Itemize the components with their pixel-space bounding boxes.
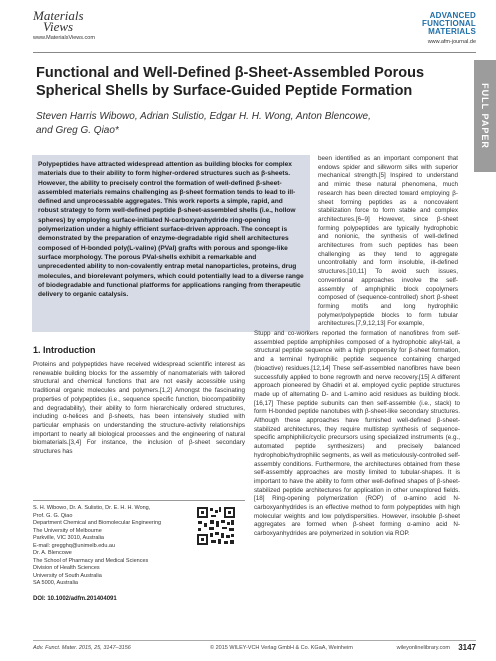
footer-citation: Adv. Funct. Mater. 2015, 25, 3147–3156 [33, 645, 131, 651]
logo-line1: Materials [33, 8, 84, 23]
affiliation-line: Prof. G. G. Qiao [33, 512, 73, 519]
title-line1: Functional and Well-Defined β-Sheet-Assembled Porous [36, 65, 425, 81]
footer-site[interactable]: wileyonlinelibrary.com [396, 645, 450, 651]
affiliation-line: Department Chemical and Biomolecular Engineering [33, 520, 162, 526]
body-column-right-top: been identified as an important component that endows spider and silkworm silks with superior mechanical strength.[5] Inspired to understand and mimic these natural phenomena, much research has been directed toward employing β-sheet forming peptides as a noncovalent stabilization force to form stable and complex architectures.[6–9] However, since β-sheet forming polypeptides are typically hydrophobic and nonionic, the synthesis of well-defined architectures from such peptides has been challenging as they tend to aggregate uncontrollably and form insoluble, ill-defined structures.[10,11] To avoid such issues, conventional approaches involve the self-assembly of amphiphilic block copolymers composed of (sequence-controlled) short β-sheet forming motifs and long hydrophilic polymer/polypeptide blocks to form tubular architectures.[7,9,12,13] For example, [318, 155, 458, 328]
authors-line2: and Greg G. Qiao* [36, 125, 119, 136]
footer-copyright: © 2015 WILEY-VCH Verlag GmbH & Co. KGaA, Weinheim [210, 645, 353, 651]
doi[interactable]: DOI: 10.1002/adfm.201404091 [33, 596, 117, 602]
authors-line1: Steven Harris Wibowo, Adrian Sulistio, Edgar H. H. Wong, Anton Blencowe, [36, 111, 371, 122]
affiliation-line: Division of Health Sciences [33, 565, 100, 571]
affiliation-line: SA 5000, Australia [33, 580, 78, 586]
section-tab [474, 60, 496, 172]
affiliation-line: The University of Melbourne [33, 527, 102, 534]
logo-line2: Views [43, 19, 74, 34]
author-list [36, 110, 456, 138]
page-number: 3147 [458, 643, 476, 652]
body-column-left: Proteins and polypeptides have received widespread scientific interest as renewable building blocks for the assembly of nanomaterials with tailored structural and chemical functions that are not easily accessible using traditional organic molecules and polymers.[1,2] Amongst the fascinating properties of polypeptides (i.e., sequence specific function, biocompatibility and degradability), their ability to form hierarchically ordered structures, including α-helices and β-sheets, has been intensively studied with particular emphasis on understanding the structure-activity relationships important to nearly all biological processes and the engineering of natural biomaterials.[3,4] For instance, the inclusion of β-sheet secondary structures has [33, 361, 245, 456]
affiliation-line: Dr. A. Blencowe [33, 550, 72, 556]
footer-rule [33, 640, 476, 641]
affiliation-block [33, 505, 183, 588]
body-column-right: Stupp and co-workers reported the formation of nanofibres from self-assembled peptide amphiphiles composed of a hydrophobic alkyl-tail, a structural peptide sequence with a high propensity for β-sheet formation, and a terminal hydrophilic peptide sequence containing charged (bioactive) residues.[12,14] These self-assembled nanofibres have been successfully applied to bone regrowth and nerve recovery.[15] A different approach pioneered by Ghadiri et al. employed cyclic peptide structures made up of alternating D- and L-amino acid residues as building block.[16,17] These peptide subunits can then self-assemble (i.e., stack) to form H-bonded peptide nanotubes with β-sheet-like secondary structures. Although these approaches have furnished well-defined β-sheet-stabilized architectures, they require multistep synthesis of sequence-specific amphiphilic/cyclic precursors using specialized instruments (e.g., automated peptide synthesizers) and precisely balanced hydrophobic/hydrophilic segments, as well as meticulously-controlled self-assembly conditions. Furthermore, the architectures obtained from these self-assembly approaches are mostly limited to tubular-shapes. It is important to have the ability to form other well-defined shapes of β-sheet-stabilized peptide architectures for application in other unexplored fields.[18] Ring-opening polymerization (ROP) of α-amino acid N-carboxyanhydrides is an effective method to form polypeptides with high molecular weights and low polydispersities. However, insoluble β-sheet aggregates are formed when β-sheet forming α-amino acid N-carboxyanhydrides are polymerized in solution via ROP. [254, 330, 460, 538]
abstract-box: Polypeptides have attracted widespread attention as building blocks for complex materials due to their ability to form higher-ordered structures such as β-sheets. However, the ability to precisely control the formation of well-defined β-sheet-assembled materials remains challenging as β-sheet formation tends to lead to ill-defined and unprocessable aggregates. This work reports a simple, rapid, and robust strategy to form well-defined peptide β-sheet-assembled shells (i.e., hollow spheres) by employing surface-initiated N-carboxyanhydride ring-opening polymerization under a highly efficient surface-driven approach. The concept is demonstrated by the preparation of enzyme-degradable rigid shell architectures composed of H-bonded poly(L-valine) (PVal) grafts with porous and sponge-like surface morphology. The porous PVal-shells exhibit a remarkable and unprecedented ability to non-covalently entrap metal nanoparticles, proteins, drug molecules, and biorelevant polymers, which could potentially lead to a diverse range of biodegradable and functional platforms for applications ranging from therapeutic delivery to organic catalysis. [32, 155, 310, 332]
affiliation-line: The School of Pharmacy and Medical Sciences [33, 557, 149, 564]
title-line2: Spherical Shells by Surface-Guided Peptide Formation [36, 83, 413, 99]
journal-line3: MATERIALS [428, 27, 476, 36]
article-title [36, 64, 456, 100]
affiliation-line: Parkville, VIC 3010, Australia [33, 535, 104, 541]
section-tab-label: FULL PAPER [480, 83, 490, 149]
journal-header [422, 12, 476, 45]
journal-logo [422, 12, 476, 36]
journal-line1: ADVANCED [429, 11, 476, 20]
affiliation-rule [33, 500, 245, 501]
qr-code-icon[interactable] [196, 506, 236, 546]
affiliation-line: S. H. Wibowo, Dr. A. Sulistio, Dr. E. H. H. Wong, [33, 505, 151, 511]
journal-line2: FUNCTIONAL [422, 19, 476, 28]
affiliation-line: University of South Australia [33, 572, 102, 579]
publisher-header [33, 10, 95, 41]
publisher-site[interactable]: www.MaterialsViews.com [33, 35, 95, 41]
section-heading: 1. Introduction [33, 345, 96, 355]
materials-views-logo [33, 10, 95, 32]
affiliation-email[interactable]: E-mail: gregghq@unimelb.edu.au [33, 542, 116, 549]
journal-url[interactable]: www.afm-journal.de [427, 39, 476, 45]
header-rule [33, 52, 476, 53]
